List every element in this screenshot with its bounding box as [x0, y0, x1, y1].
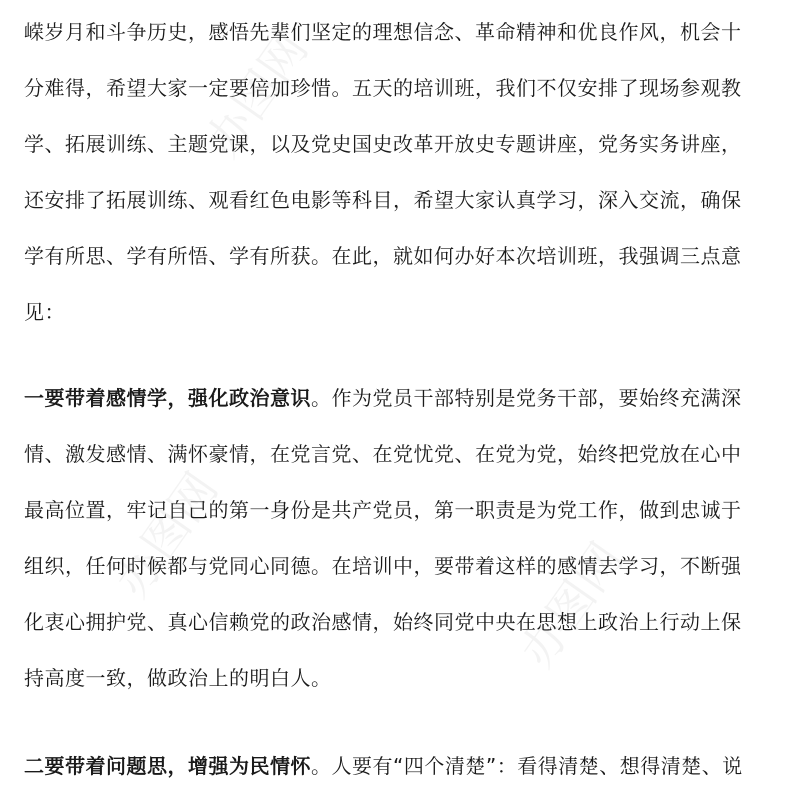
- watermark-3: 办图网: [509, 532, 634, 677]
- watermark-2: 办图网: [104, 462, 229, 607]
- point2-line-1: [24, 752, 784, 780]
- point1-line-2: 情、激发感情、满怀豪情，在党言党、在党忧党、在党为党，始终把党放在心中: [24, 442, 742, 466]
- intro-line-3: 学、拓展训练、主题党课，以及党史国史改革开放史专题讲座，党务实务讲座，: [24, 132, 742, 156]
- intro-line-4: 还安排了拓展训练、观看红色电影等科目，希望大家认真学习，深入交流，确保: [24, 188, 742, 212]
- intro-line-6: 见：: [24, 300, 65, 324]
- intro-line-2: 分难得，希望大家一定要倍加珍惜。五天的培训班，我们不仅安排了现场参观教: [24, 76, 742, 100]
- point1-line-6: 持高度一致，做政治上的明白人。: [24, 666, 332, 690]
- point1-heading: 一要带着感情学，强化政治意识: [24, 386, 311, 410]
- watermark-1: 办图网: [194, 22, 319, 167]
- intro-line-1: 嵘岁月和斗争历史，感悟先辈们坚定的理想信念、革命精神和优良作风，机会十: [24, 20, 742, 44]
- point1-first-line-rest: 。作为党员干部特别是党务干部，要始终充满深: [311, 386, 742, 410]
- point1-line-1: [24, 384, 784, 412]
- point2-heading: 二要带着问题思，增强为民情怀: [24, 754, 311, 778]
- point2-first-line-rest: 。人要有“四个清楚”：看得清楚、想得清楚、说: [311, 754, 743, 778]
- intro-line-5: 学有所思、学有所悟、学有所获。在此，就如何办好本次培训班，我强调三点意: [24, 244, 742, 268]
- point1-line-5: 化衷心拥护党、真心信赖党的政治感情，始终同党中央在思想上政治上行动上保: [24, 610, 742, 634]
- point1-line-3: 最高位置，牢记自己的第一身份是共产党员，第一职责是为党工作，做到忠诚于: [24, 498, 742, 522]
- point1-line-4: 组织，任何时候都与党同心同德。在培训中，要带着这样的感情去学习，不断强: [24, 554, 742, 578]
